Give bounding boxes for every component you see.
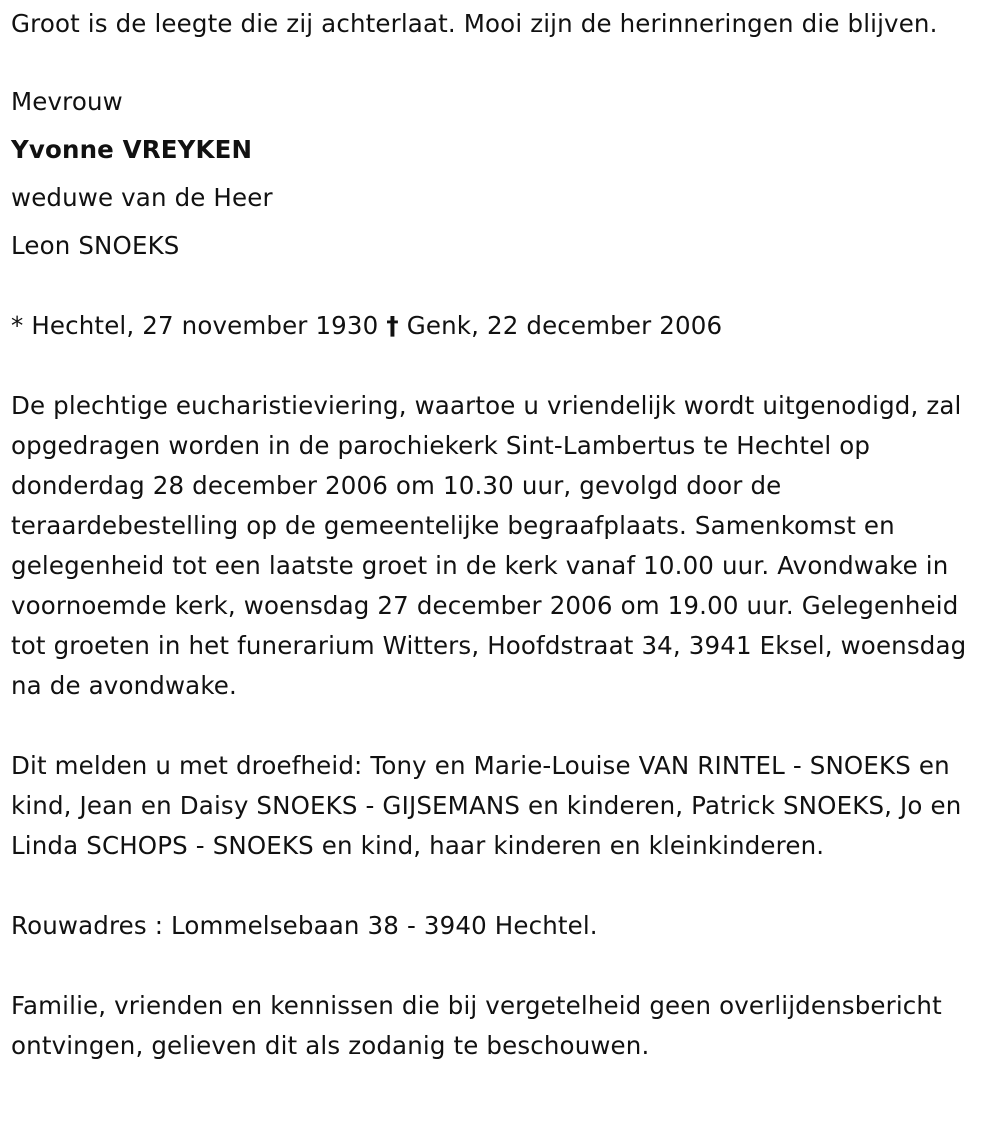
salutation: Mevrouw [11,87,123,116]
birth-death-line [11,306,993,346]
widow-of-line: weduwe van de Heer [11,183,273,212]
announcement-paragraph: Dit melden u met droefheid: Tony en Marie-Louise VAN RINTEL - SNOEKS en kind, Jean en Daisy SNOEKS - GIJSEMANS en kinderen, Patrick SNOEKS, Jo en Linda SCHOPS - SNOEKS en kind, haar kinderen en kleinkinderen. [11,751,962,860]
mourning-address: Rouwadres : Lommelsebaan 38 - 3940 Hechtel. [11,911,598,940]
deceased-name: Yvonne VREYKEN [11,135,253,164]
opening-quote: Groot is de leegte die zij achterlaat. Mooi zijn de herinneringen die blijven. [11,9,938,38]
ceremony-paragraph: De plechtige eucharistieviering, waartoe u vriendelijk wordt uitgenodigd, zal opgedragen worden in de parochiekerk Sint-Lambertus te Hechtel op donderdag 28 december 2006 om 10.30 uur, gevolgd door de teraardebestelling op de gemeentelijke begraafplaats. Samenkomst en gelegenheid tot een laatste groet in de kerk vanaf 10.00 uur. Avondwake in voornoemde kerk, woensdag 27 december 2006 om 19.00 uur. Gelegenheid tot groeten in het funerarium Witters, Hoofdstraat 34, 3941 Eksel, woensdag na de avondwake. [11,391,967,700]
closing-paragraph: Familie, vrienden en kennissen die bij vergetelheid geen overlijdensbericht ontvingen, gelieven dit als zodanig te beschouwen. [11,991,942,1060]
cross-icon: † [386,311,399,340]
spouse-name: Leon SNOEKS [11,231,180,260]
birth-info: * Hechtel, 27 november 1930 [11,311,379,340]
obituary-document [11,4,993,1066]
death-info: Genk, 22 december 2006 [406,311,723,340]
